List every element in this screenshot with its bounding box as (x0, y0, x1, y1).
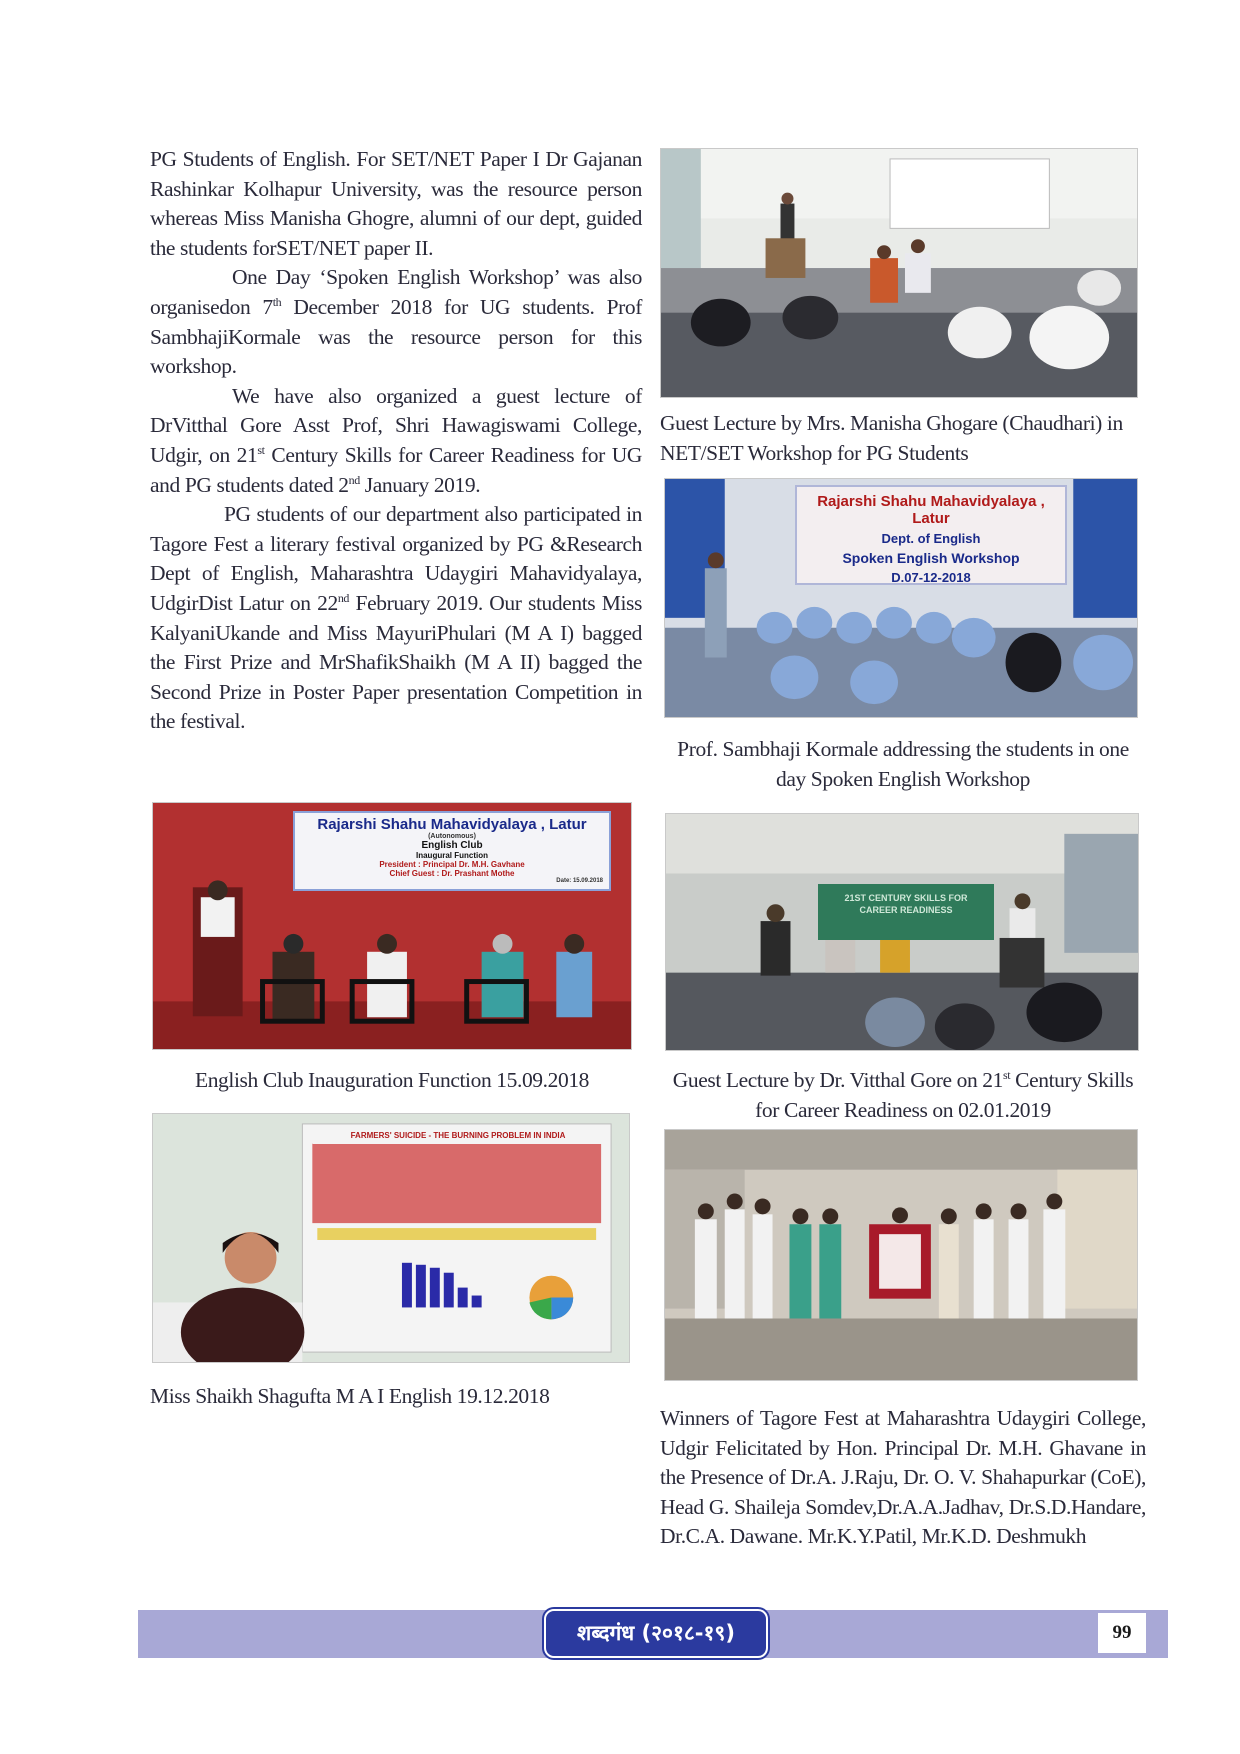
workshop-banner-dept: Dept. of English (881, 531, 981, 546)
english-club-banner-college: Rajarshi Shahu Mahavidyalaya , Latur (317, 816, 587, 833)
poster-title: FARMERS' SUICIDE - THE BURNING PROBLEM IN INDIA (313, 1128, 603, 1144)
photo-spoken-english-workshop (664, 478, 1138, 718)
caption-guest-lecture-ghogare: Guest Lecture by Mrs. Manisha Ghogare (Chaudhari) in NET/SET Workshop for PG Students (660, 411, 1123, 465)
english-club-banner-auto: (Autonomous) (428, 833, 476, 840)
vg-board: 21ST CENTURY SKILLS FOR CAREER READINESS (818, 884, 994, 940)
workshop-banner-title: Spoken English Workshop (842, 550, 1020, 566)
english-club-banner (293, 811, 611, 891)
photo-tagore-fest-winners (664, 1129, 1138, 1381)
caption-english-club-inauguration: English Club Inauguration Function 15.09.2018 (194, 1068, 590, 1092)
english-club-banner-guest: Chief Guest : Dr. Prashant Mothe (389, 869, 515, 878)
poster-scene (153, 1114, 629, 1362)
caption-guest-lecture-gore: Guest Lecture by Dr. Vitthal Gore on 21st Century Skills for Career Readiness on 02.01.2019 (672, 1067, 1134, 1122)
workshop-banner (795, 485, 1067, 585)
photo-english-club-inauguration (152, 802, 632, 1050)
paragraph-2: One Day ‘Spoken English Workshop’ was also organisedon 7th December 2018 for UG students. Prof SambhajiKormale was the resource person for this workshop. (150, 265, 642, 379)
caption-poster-presentation: Miss Shaikh Shagufta M A I English 19.12.2018 (150, 1384, 550, 1408)
workshop-banner-date: D.07-12-2018 (891, 570, 971, 585)
paragraph-4: PG students of our department also participated in Tagore Fest a literary festival organized by PG &Research Dept of English, Maharashtra Udaygiri Mahavidyalaya, UdgirDist Latur on 22nd February 2019. Our students Miss KalyaniUkande and Miss MayuriPhulari (M A I) bagged the First Prize and MrShafikShaikh (M A II) bagged the Second Prize in Poster Paper presentation Competition in the festival. (150, 502, 642, 734)
body-text (150, 145, 642, 737)
english-club-banner-club: English Club (421, 840, 483, 851)
caption-spoken-english-workshop: Prof. Sambhaji Kormale addressing the students in one day Spoken English Workshop (677, 737, 1129, 791)
english-club-banner-func: Inaugural Function (416, 851, 488, 860)
group-scene (665, 1130, 1137, 1380)
paragraph-3: We have also organized a guest lecture of DrVitthal Gore Asst Prof, Shri Hawagiswami College, Udgir, on 21st Century Skills for Career Readiness for UG and PG students dated 2nd January 2019. (150, 383, 643, 497)
photo-guest-lecture-gore (665, 813, 1139, 1051)
photo-poster-presentation (152, 1113, 630, 1363)
classroom-scene (661, 149, 1137, 397)
english-club-banner-date: Date: 15.09.2018 (556, 878, 603, 884)
footer-title: शब्दगंध (२०१८-१९) (544, 1609, 768, 1658)
caption-tagore-fest-winners: Winners of Tagore Fest at Maharashtra Udaygiri College, Udgir Felicitated by Hon. Principal Dr. M.H. Ghavane in the Presence of Dr.A. J.Raju, Dr. O. V. Shahapurkar (CoE), Head G. Shaileja Somdev,Dr.A.A.Jadhav, Dr.S.D.Handare, Dr.C.A. Dawane. Mr.K.Y.Patil, Mr.K.D. Deshmukh (660, 1406, 1146, 1549)
page-number: 99 (1098, 1613, 1146, 1653)
paragraph-1: PG Students of English. For SET/NET Paper I Dr Gajanan Rashinkar Kolhapur University, was the resource person whereas Miss Manisha Ghogre, alumni of our dept, guided the students forSET/NET paper II. (150, 147, 642, 260)
workshop-banner-college: Rajarshi Shahu Mahavidyalaya , Latur (817, 493, 1045, 527)
photo-guest-lecture-ghogare (660, 148, 1138, 398)
english-club-banner-pres: President : Principal Dr. M.H. Gavhane (379, 860, 525, 869)
